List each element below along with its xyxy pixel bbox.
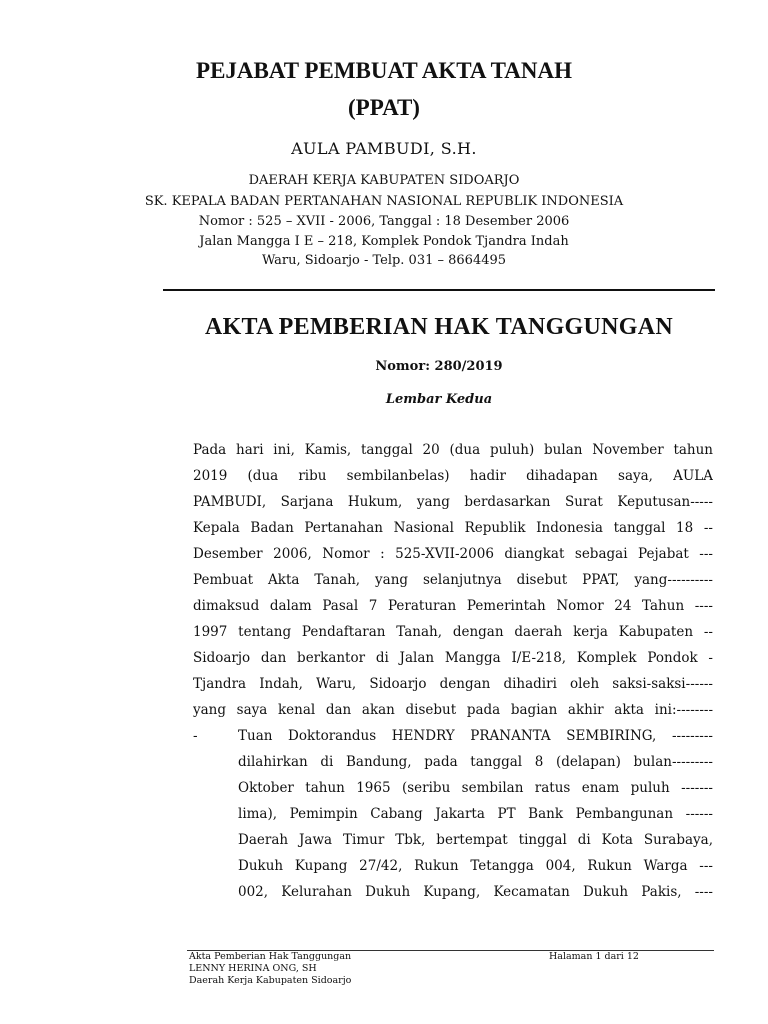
header-divider: [163, 289, 715, 291]
body-line: 2019 (dua ribu sembilanbelas) hadir dihadapan saya, AULA: [193, 468, 713, 484]
list-item-line: lima), Pemimpin Cabang Jakarta PT Bank Pembangunan ------: [238, 806, 713, 822]
footer-work-area: Daerah Kerja Kabupaten Sidoarjo: [189, 975, 352, 986]
office-abbreviation: (PPAT): [348, 95, 420, 120]
footer-page-number: Halaman 1 dari 12: [549, 951, 639, 962]
work-area-line: DAERAH KERJA KABUPATEN SIDOARJO: [248, 173, 520, 188]
list-item-line: Daerah Jawa Timur Tbk, bertempat tinggal di Kota Surabaya,: [238, 832, 713, 848]
list-item-line: Oktober tahun 1965 (seribu sembilan ratus enam puluh -------: [238, 780, 713, 796]
body-line: Tjandra Indah, Waru, Sidoarjo dengan dihadiri oleh saksi-saksi------: [193, 676, 713, 692]
list-item-line: Tuan Doktorandus HENDRY PRANANTA SEMBIRING, ---------: [238, 728, 713, 744]
address-line: Jalan Mangga I E – 218, Komplek Pondok Tjandra Indah: [199, 234, 569, 249]
document-number: Nomor: 280/2019: [375, 359, 503, 374]
list-item-marker: -: [193, 728, 198, 744]
decree-number-line: Nomor : 525 – XVII - 2006, Tanggal : 18 Desember 2006: [198, 214, 570, 229]
footer-document-name: Akta Pemberian Hak Tanggungan: [189, 951, 352, 962]
body-line: yang saya kenal dan akan disebut pada bagian akhir akta ini:--------: [193, 702, 713, 718]
list-item-line: 002, Kelurahan Dukuh Kupang, Kecamatan Dukuh Pakis, ----: [238, 884, 713, 900]
list-item-line: Dukuh Kupang 27/42, Rukun Tetangga 004, Rukun Warga ---: [238, 858, 713, 874]
body-line: Pembuat Akta Tanah, yang selanjutnya disebut PPAT, yang----------: [193, 572, 713, 588]
office-title: PEJABAT PEMBUAT AKTA TANAH: [196, 58, 572, 83]
body-line: Sidoarjo dan berkantor di Jalan Mangga I/E-218, Komplek Pondok -: [193, 650, 713, 666]
document-title: AKTA PEMBERIAN HAK TANGGUNGAN: [204, 314, 674, 340]
body-line: Desember 2006, Nomor : 525-XVII-2006 diangkat sebagai Pejabat ---: [193, 546, 713, 562]
body-line: Kepala Badan Pertanahan Nasional Republik Indonesia tanggal 18 --: [193, 520, 713, 536]
phone-line: Waru, Sidoarjo - Telp. 031 – 8664495: [261, 253, 507, 268]
official-name: AULA PAMBUDI, S.H.: [291, 139, 477, 158]
decree-line: SK. KEPALA BADAN PERTANAHAN NASIONAL REPUBLIK INDONESIA: [144, 194, 624, 209]
body-line: PAMBUDI, Sarjana Hukum, yang berdasarkan Surat Keputusan-----: [193, 494, 713, 510]
body-line: 1997 tentang Pendaftaran Tanah, dengan daerah kerja Kabupaten --: [193, 624, 713, 640]
list-item-line: dilahirkan di Bandung, pada tanggal 8 (delapan) bulan---------: [238, 754, 713, 770]
body-line: dimaksud dalam Pasal 7 Peraturan Pemerintah Nomor 24 Tahun ----: [193, 598, 713, 614]
body-line: Pada hari ini, Kamis, tanggal 20 (dua puluh) bulan November tahun: [193, 442, 713, 458]
footer-notary-name: LENNY HERINA ONG, SH: [189, 963, 317, 974]
document-sheet-label: Lembar Kedua: [385, 392, 493, 407]
